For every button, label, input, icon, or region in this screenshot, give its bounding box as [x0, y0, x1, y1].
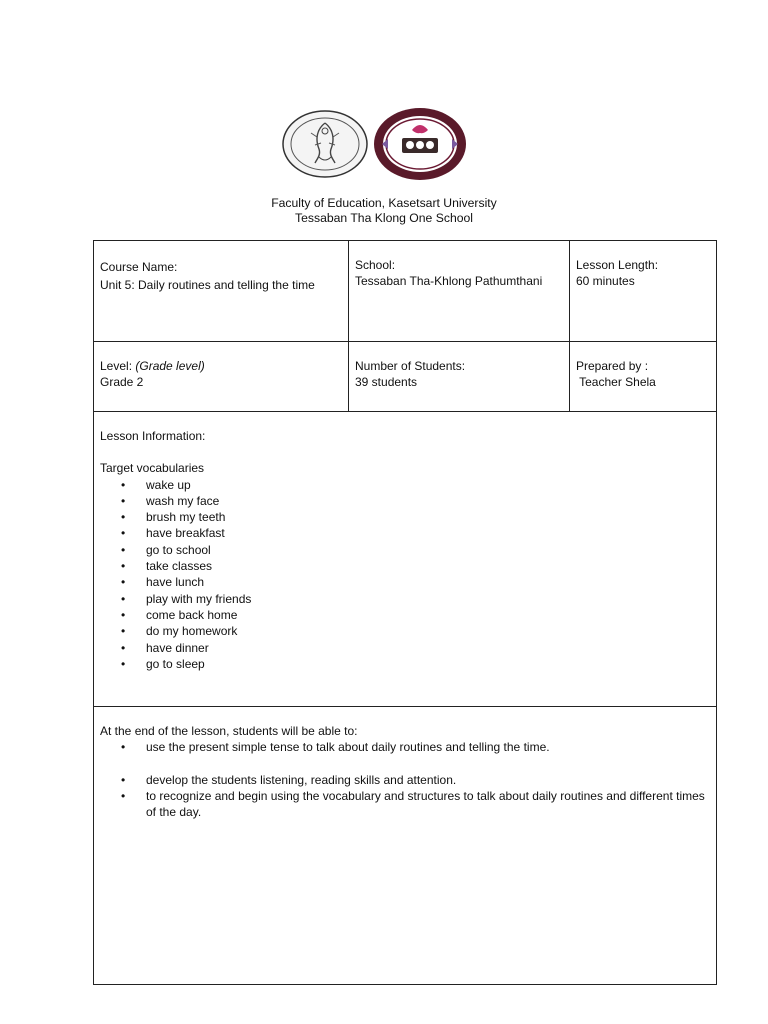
school-value: Tessaban Tha-Khlong Pathumthani [355, 274, 543, 289]
students-value: 39 students [355, 375, 418, 390]
prepared-value: Teacher Shela [576, 375, 656, 390]
vocabulary-item: • wake up [100, 477, 710, 493]
lesson-length-label: Lesson Length: [576, 258, 659, 272]
school-line: Tessaban Tha Klong One School [295, 211, 473, 225]
faculty-line: Faculty of Education, Kasetsart University [271, 196, 497, 210]
vocabulary-item: • wash my face [100, 493, 710, 509]
lesson-info-label: Lesson Information: [100, 429, 206, 443]
lesson-info-cell [94, 412, 717, 707]
vocabulary-item: • brush my teeth [100, 509, 710, 525]
school-seal-logo [372, 106, 468, 182]
vocabulary-item: • play with my friends [100, 591, 710, 607]
school-label: School: [355, 258, 396, 272]
lesson-info-row [94, 412, 717, 707]
vocabulary-item: • take classes [100, 558, 710, 574]
vocabulary-list [100, 477, 710, 673]
vocabulary-item: • go to school [100, 542, 710, 558]
vocabulary-item: • come back home [100, 607, 710, 623]
course-name-label: Course Name: [100, 260, 178, 274]
document-header [0, 196, 768, 226]
school-cell [349, 241, 570, 342]
vocabulary-item: • have lunch [100, 574, 710, 590]
target-vocabularies-label: Target vocabularies [100, 461, 205, 476]
objectives-intro: At the end of the lesson, students will be able to: [100, 724, 358, 738]
objectives-row [94, 707, 717, 985]
objectives-list [100, 739, 710, 820]
level-value: Grade 2 [100, 375, 144, 390]
objective-item: • develop the students listening, reading skills and attention. [100, 772, 710, 788]
vocabulary-item: • have dinner [100, 640, 710, 656]
objectives-cell [94, 707, 717, 985]
objective-item: • use the present simple tense to talk about daily routines and telling the time. [100, 739, 710, 755]
students-cell [349, 342, 570, 412]
lesson-length-value: 60 minutes [576, 274, 635, 289]
lesson-length-cell [570, 241, 717, 342]
vocabulary-item: • go to sleep [100, 656, 710, 672]
objective-item: • to recognize and begin using the vocabulary and structures to talk about daily routines and different times of the day. [100, 788, 710, 821]
university-seal-logo [281, 109, 369, 179]
level-cell [94, 342, 349, 412]
vocabulary-item: • do my homework [100, 623, 710, 639]
level-label: Level: [100, 359, 133, 373]
lesson-plan-table [93, 240, 717, 985]
course-row [94, 241, 717, 342]
level-row [94, 342, 717, 412]
students-label: Number of Students: [355, 359, 466, 373]
logo-group [281, 106, 471, 176]
course-name-value: Unit 5: Daily routines and telling the time [100, 278, 315, 293]
level-hint: (Grade level) [135, 359, 205, 373]
course-name-cell [94, 241, 349, 342]
prepared-cell [570, 342, 717, 412]
prepared-label: Prepared by : [576, 359, 649, 373]
vocabulary-item: • have breakfast [100, 525, 710, 541]
